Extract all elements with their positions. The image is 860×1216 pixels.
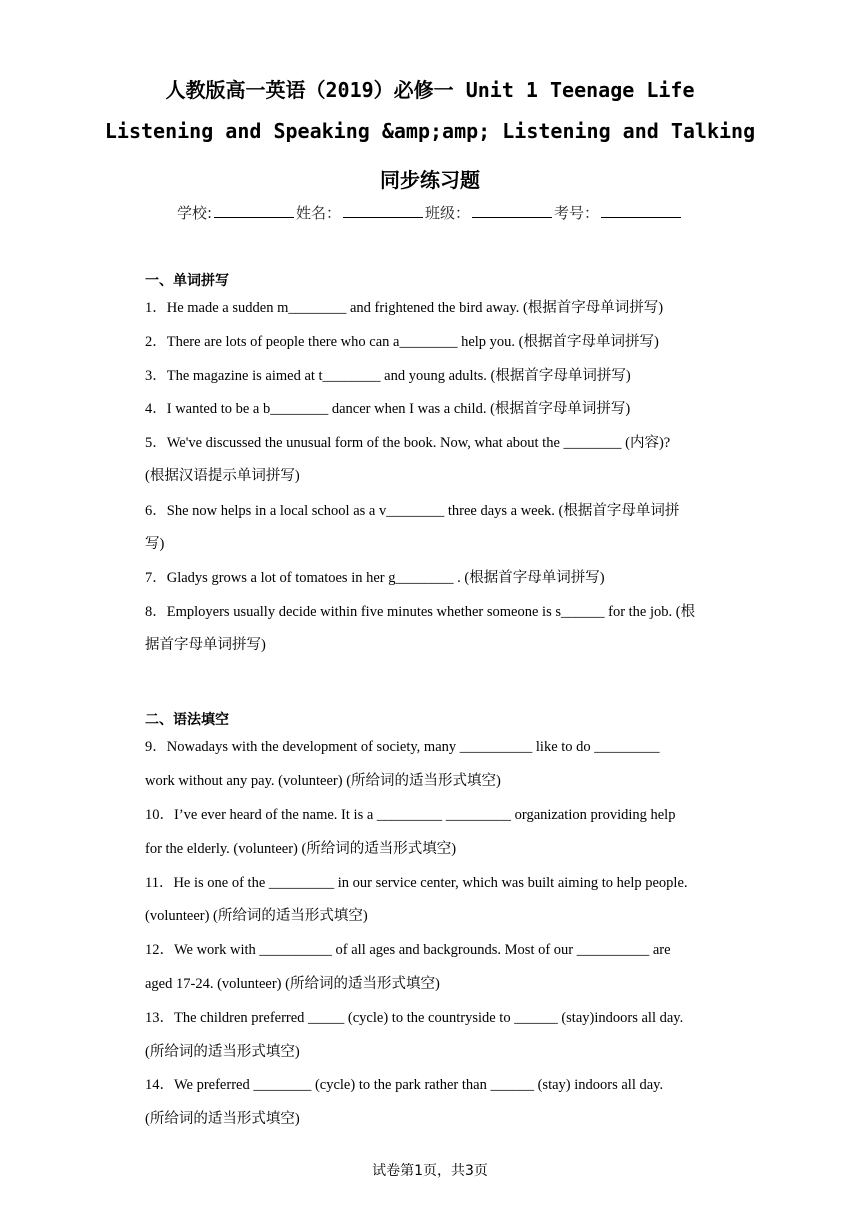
question-line: (所给词的适当形式填空) [145, 1111, 300, 1127]
school-label: 学校: [176, 204, 212, 222]
name-blank [343, 203, 423, 218]
question-line: aged 17-24. (volunteer) (所给词的适当形式填空) [145, 976, 440, 992]
question-line: 7．Gladys grows a lot of tomatoes in her g________ . (根据首字母单词拼写) [145, 570, 605, 586]
question-line: (所给词的适当形式填空) [145, 1044, 300, 1060]
section-heading-grammar: 二、语法填空 [145, 712, 229, 728]
question-line: 10．I’ve ever heard of the name. It is a _________ _________ organization providing help [145, 807, 676, 823]
student-info-row [0, 202, 860, 223]
title-line-3: 同步练习题 [380, 168, 480, 192]
question-line: 2．There are lots of people there who can a________ help you. (根据首字母单词拼写) [145, 334, 659, 350]
section-heading-spelling: 一、单词拼写 [145, 273, 229, 289]
question-line: 1．He made a sudden m________ and frightened the bird away. (根据首字母单词拼写) [145, 300, 664, 316]
question-line: 8．Employers usually decide within five minutes whether someone is s______ for the job. (根 [145, 604, 696, 620]
question-line: 3．The magazine is aimed at t________ and young adults. (根据首字母单词拼写) [145, 368, 631, 384]
question-line: (volunteer) (所给词的适当形式填空) [145, 908, 368, 924]
question-line: (根据汉语提示单词拼写) [145, 468, 300, 484]
question-line: 12．We work with __________ of all ages and backgrounds. Most of our __________ are [145, 942, 671, 958]
question-line: 9．Nowadays with the development of society, many __________ like to do _________ [145, 739, 660, 755]
question-line: 据首字母单词拼写) [145, 637, 266, 653]
class-blank [472, 203, 552, 218]
question-line: 14．We preferred ________ (cycle) to the park rather than ______ (stay) indoors all day. [145, 1077, 664, 1093]
question-line: 11．He is one of the _________ in our service center, which was built aiming to help people. [145, 875, 688, 891]
exam-no-blank [601, 203, 681, 218]
title-line-2: Listening and Speaking &amp;amp; Listening and Talking [104, 119, 756, 143]
question-line: 5．We've discussed the unusual form of the book. Now, what about the ________ (内容)? [145, 435, 671, 451]
question-line: 6．She now helps in a local school as a v________ three days a week. (根据首字母单词拼 [145, 503, 680, 519]
page-footer: 试卷第1页，共3页 [372, 1163, 488, 1179]
exam-no-label: 考号： [554, 204, 600, 222]
title-line-1: 人教版高一英语（2019）必修一 Unit 1 Teenage Life [165, 78, 695, 102]
name-label: 姓名： [296, 204, 342, 222]
question-line: work without any pay. (volunteer) (所给词的适当形式填空) [145, 773, 501, 789]
question-line: for the elderly. (volunteer) (所给词的适当形式填空) [145, 841, 457, 857]
question-line: 4．I wanted to be a b________ dancer when I was a child. (根据首字母单词拼写) [145, 401, 631, 417]
school-blank [214, 203, 294, 218]
question-line: 写) [145, 536, 165, 552]
question-line: 13．The children preferred _____ (cycle) to the countryside to ______ (stay)indoors all day. [145, 1010, 684, 1026]
class-label: 班级： [425, 204, 471, 222]
